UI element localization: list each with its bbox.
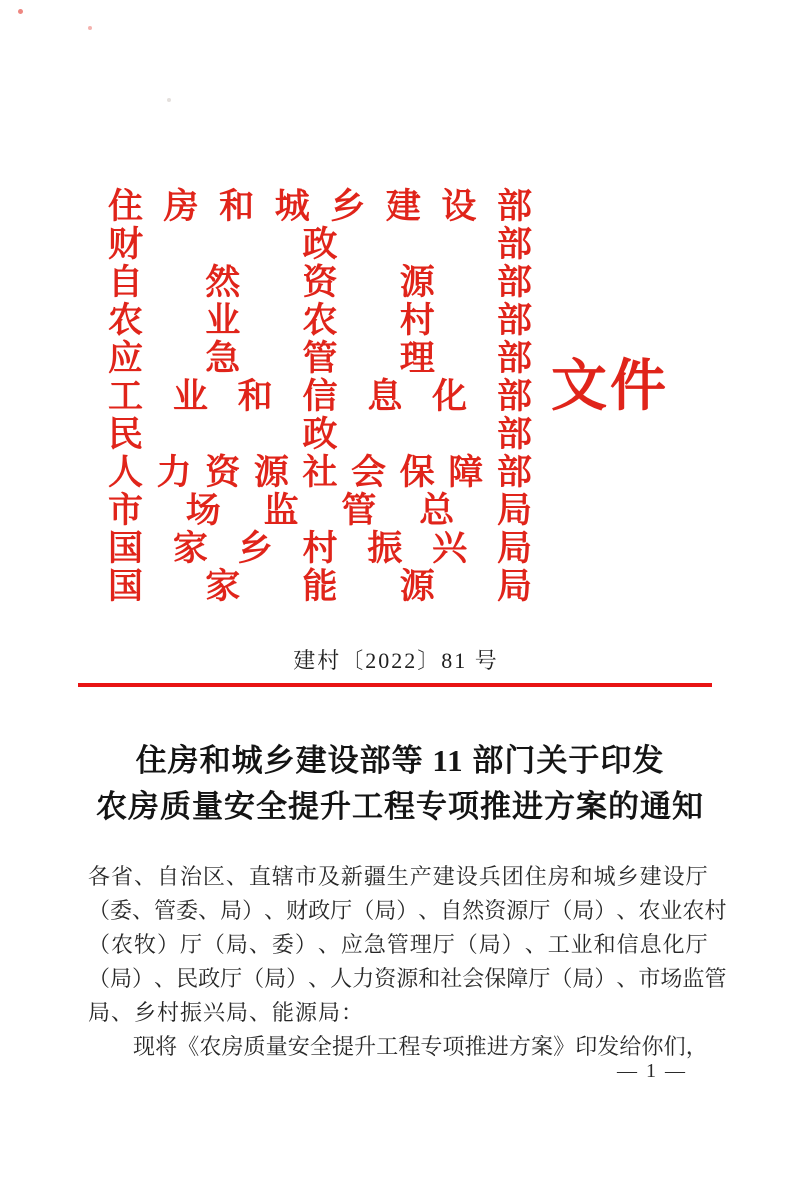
- ministry-line-emergency: 应 急 管 理 部: [108, 339, 532, 378]
- page-number: — 1 —: [617, 1060, 687, 1082]
- body-line: （ 局 ） 、 民 政 厅 （ 局 ） 、 人 力 资 源 和 社 会 保 障 厅 （ 局 ） 、 市 场 监 管: [88, 966, 727, 991]
- title-line-2: 农房质量安全提升工程专项推进方案的通知: [96, 789, 704, 824]
- body-line: （ 委 、 管 委 、 局 ） 、 财 政 厅 （ 局 ） 、 自 然 资 源 厅 （ 局 ） 、 农 业 农 村: [88, 898, 727, 923]
- ministry-line-natural-resources: 自 然 资 源 部: [108, 263, 532, 302]
- ministry-line-rural-revitalization: 国 家 乡 村 振 兴 局: [108, 529, 532, 568]
- title-line-1: 住房和城乡建设部等 11 部门关于印发: [135, 743, 665, 778]
- ministry-line-civil-affairs: 民 政 部: [108, 415, 532, 454]
- scan-artifact-speck: [18, 9, 23, 14]
- ministry-line-market-regulation: 市 场 监 管 总 局: [108, 491, 532, 530]
- ministry-list: [108, 188, 532, 606]
- body-text: [88, 860, 727, 1064]
- ministry-line-human-resources: 人 力 资 源 社 会 保 障 部: [108, 453, 532, 492]
- body-line: （ 农 牧 ） 厅 （ 局 、 委 ） 、 应 急 管 理 厅 （ 局 ） 、 工 业 和 信 息 化 厅: [88, 932, 708, 957]
- ministry-line-energy: 国 家 能 源 局: [108, 567, 532, 606]
- ministry-line-finance: 财 政 部: [108, 225, 532, 264]
- document-title: [64, 738, 736, 830]
- scan-artifact-speck: [88, 26, 92, 30]
- wenjian-label: 文件: [551, 356, 669, 418]
- ministry-line-agriculture: 农 业 农 村 部: [108, 301, 532, 340]
- ministry-line-industry-it: 工 业 和 信 息 化 部: [108, 377, 532, 416]
- body-line: 现 将 《 农 房 质 量 安 全 提 升 工 程 专 项 推 进 方 案 》 印 发 给 你 们 ，: [133, 1034, 708, 1059]
- ministry-line-mohurd: 住 房 和 城 乡 建 设 部: [108, 187, 532, 226]
- red-separator-line: [78, 683, 712, 687]
- scan-artifact-speck: [167, 98, 171, 102]
- document-number: 建村〔2022〕81 号: [293, 648, 499, 673]
- body-line: 各 省 、 自 治 区 、 直 辖 市 及 新 疆 生 产 建 设 兵 团 住 房 和 城 乡 建 设 厅: [88, 864, 708, 889]
- body-line: 局、乡村振兴局、能源局：: [88, 1000, 365, 1025]
